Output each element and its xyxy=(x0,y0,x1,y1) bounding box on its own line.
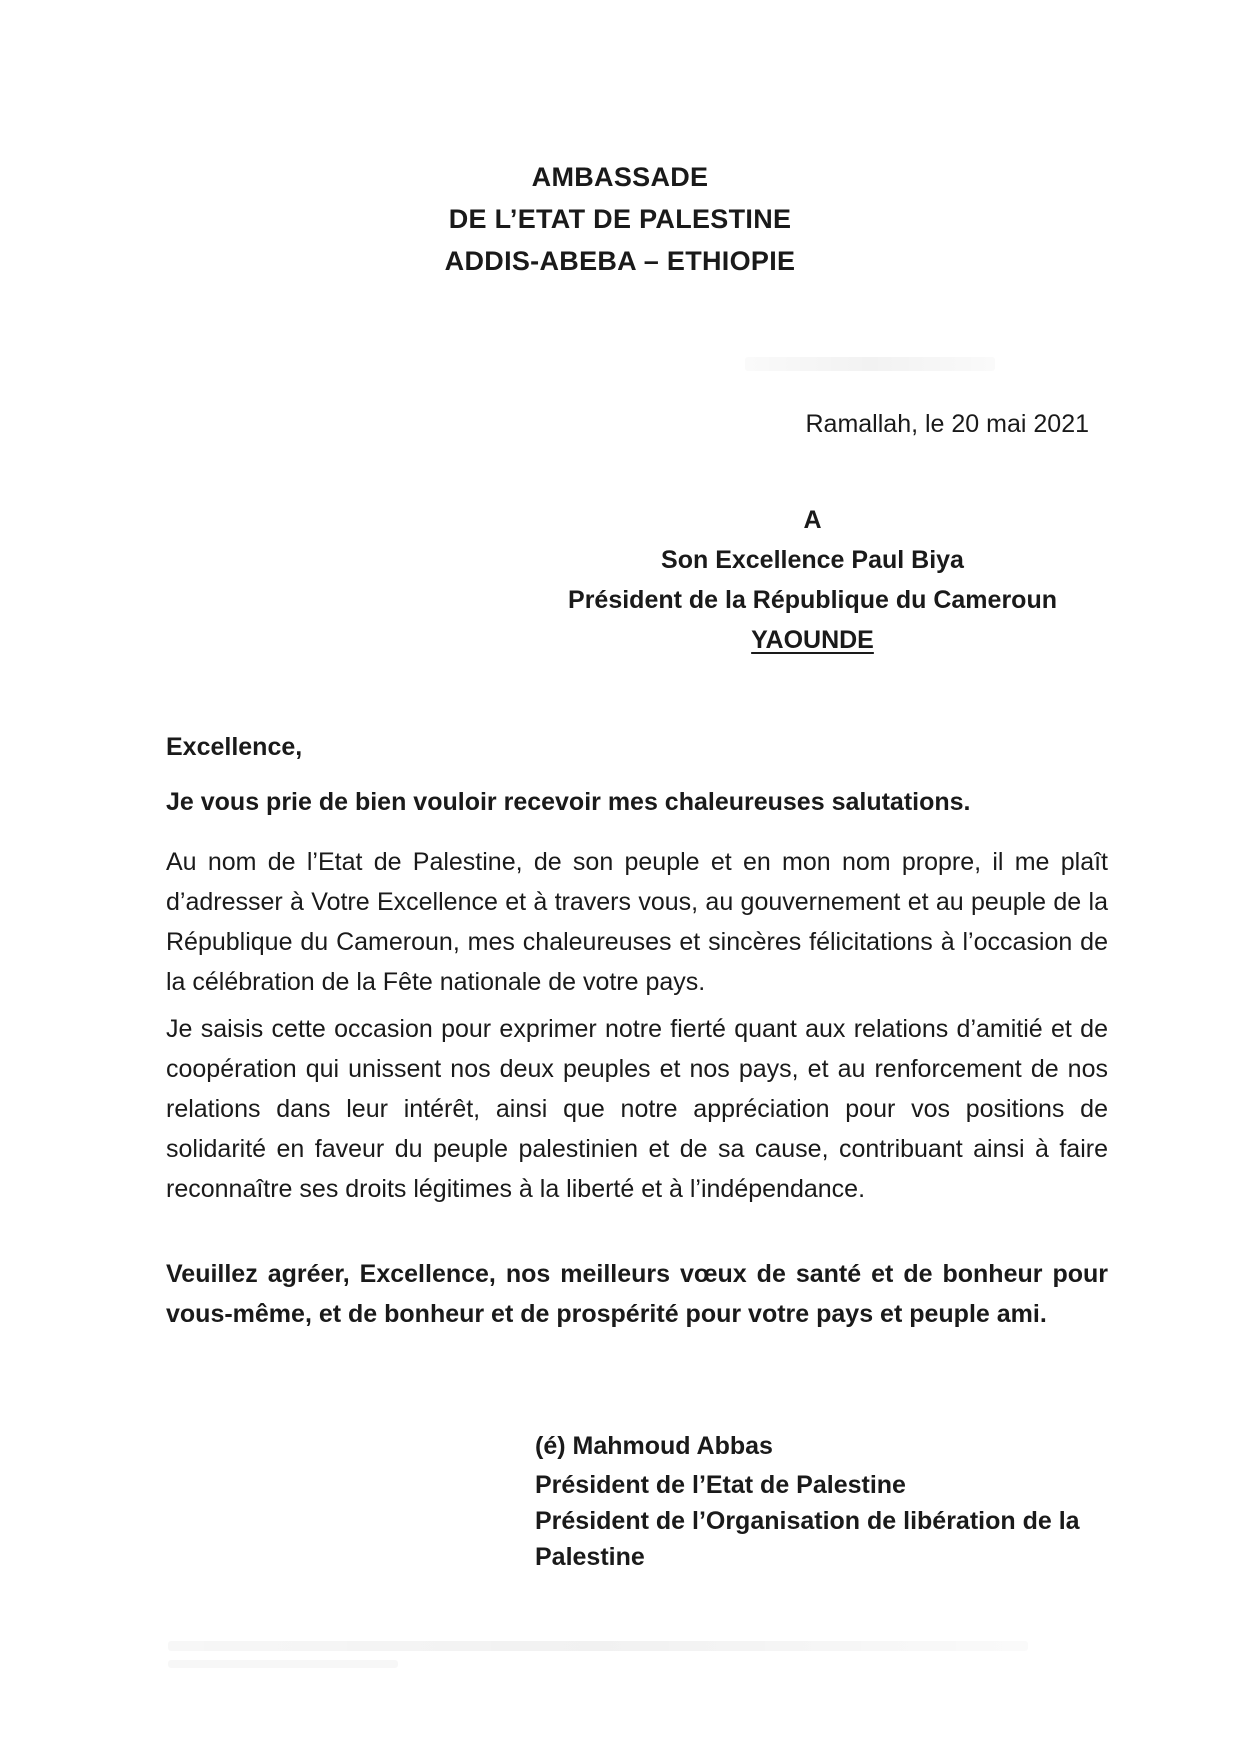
letterhead-line-1: AMBASSADE xyxy=(531,162,709,192)
recipient-city: YAOUNDE xyxy=(751,626,874,654)
faint-scan-mark xyxy=(745,357,995,371)
letterhead-line-3: ADDIS-ABEBA – ETHIOPIE xyxy=(444,246,796,276)
greeting: Je vous prie de bien vouloir recevoir mes chaleureuses salutations. xyxy=(166,788,971,816)
faint-footer-mark xyxy=(168,1641,1028,1651)
recipient-block xyxy=(540,500,1085,660)
salutation: Excellence, xyxy=(166,733,303,761)
letter-date: Ramallah, le 20 mai 2021 xyxy=(805,410,1089,438)
paragraph-relations: Je saisis cette occasion pour exprimer notre fierté quant aux relations d’amitié et de coopération qui unissent nos deux peuples et nos pays, et au renforcement de nos relations dans leur intérêt, ainsi que notre appréciation pour vos positions de solidarité en faveur du peuple palestinien et de sa cause, contribuant ainsi à faire reconnaître ses droits légitimes à la liberté et à l’indépendance. xyxy=(166,1015,1108,1203)
signatory-title-2: Président de l’Organisation de libération de la Palestine xyxy=(535,1507,1080,1571)
paragraph-congratulations: Au nom de l’Etat de Palestine, de son peuple et en mon nom propre, il me plaît d’adresser à Votre Excellence et à travers vous, au gouvernement et au peuple de la République du Cameroun, mes chaleureuses et sincères félicitations à l’occasion de la célébration de la Fête nationale de votre pays. xyxy=(166,848,1108,996)
letterhead xyxy=(0,156,1240,282)
signatory-title-1: Président de l’Etat de Palestine xyxy=(535,1471,906,1499)
signature-block xyxy=(535,1428,1115,1575)
recipient-name: Son Excellence Paul Biya xyxy=(661,546,964,574)
closing-formula: Veuillez agréer, Excellence, nos meilleurs vœux de santé et de bonheur pour vous-même, et de bonheur et de prospérité pour votre pays et peuple ami. xyxy=(166,1260,1108,1328)
letterhead-line-2: DE L’ETAT DE PALESTINE xyxy=(448,204,792,234)
signatory-name: (é) Mahmoud Abbas xyxy=(535,1432,773,1460)
recipient-prefix: A xyxy=(803,506,822,534)
recipient-title: Président de la République du Cameroun xyxy=(568,586,1057,614)
faint-footer-mark-2 xyxy=(168,1660,398,1668)
